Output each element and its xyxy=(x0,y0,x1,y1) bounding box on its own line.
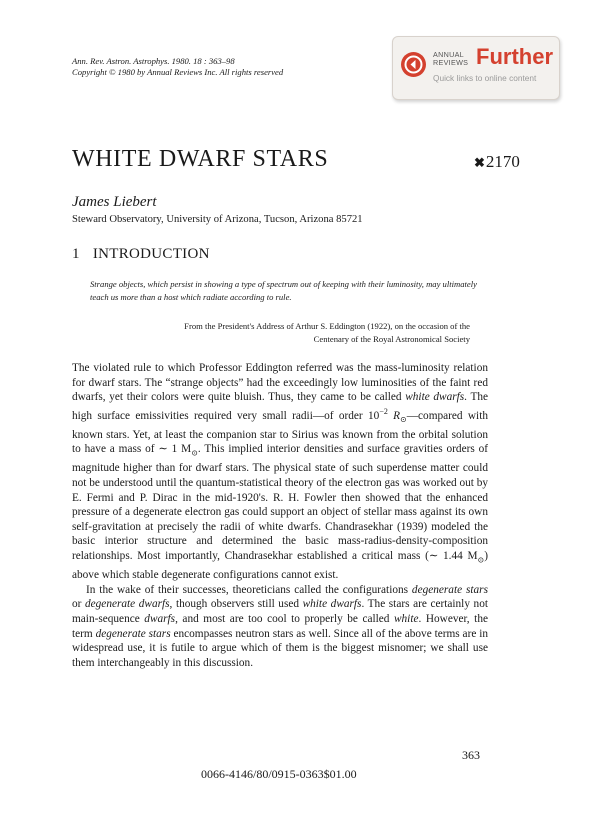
section-number: 1 xyxy=(72,246,80,262)
cross-mark-icon: ✖ xyxy=(474,155,485,170)
author-affiliation: Steward Observatory, University of Arizona, Tucson, Arizona 85721 xyxy=(72,214,363,225)
journal-citation: Ann. Rev. Astron. Astrophys. 1980. 18 : 363–98 xyxy=(72,56,235,66)
play-arrow-icon xyxy=(401,52,426,77)
article-number xyxy=(474,152,520,172)
paragraph-2: In the wake of their successes, theoreticians called the configurations degenerate stars or degenerate dwarfs, though observers still used white dwarfs. The stars are certainly not main-sequence dwarfs, and most are too cool to properly be called white. However, the term degenerate stars encompasses neutron stars as well. Since all of the above terms are in widespread use, it is futile to argue which of them is the biggest misnomer; we shall use them interchangeably in this discussion. xyxy=(72,583,488,669)
journal-header xyxy=(72,56,283,78)
section-heading xyxy=(72,246,210,263)
further-badge[interactable] xyxy=(392,36,560,100)
article-number-value: 2170 xyxy=(485,152,520,171)
epigraph-attribution: From the President's Address of Arthur S. Eddington (1922), on the occasion of the Centenary of the Royal Astronomical Society xyxy=(184,321,470,344)
article-title: WHITE DWARF STARS xyxy=(72,146,329,172)
author-name: James Liebert xyxy=(72,194,157,210)
body-text xyxy=(72,361,488,671)
paragraph-1: The violated rule to which Professor Eddington referred was the mass-luminosity relation for dwarf stars. The “strange objects” had the exceedingly low luminosities of the faint red dwarfs, yet their colors were quite bluish. Thus, they came to be called white dwarfs. The high surface emissivities required very small radii—of order $10^{-2}$ $R_⊙—compared$ with known stars. Yet, at least the companion star to Sirius was known from the orbital solution to have a mass of ∼ 1 $M_⊙$. This implied interior densities and surface gravities orders of magnitude higher than for dwarf stars. The physical state of such superdense matter could not be understood until the quantum-statistical theory of the electron gas was worked out by E. Fermi and P. Dirac in the mid-1920's. R. H. Fowler then showed that the enhanced pressure of a degenerate electron gas could support an object of stellar mass against its own self-gravitation at precisely the radii of white dwarfs. Chandrasekhar (1939) modeled the basic interior structure and determined the basic mass-radius-density-composition relationships. Most importantly, Chandrasekhar established a critical mass (∼ 1.44 $M_⊙$) above which stable degenerate configurations cannot exist. xyxy=(72,362,489,582)
quick-links-link[interactable]: Quick links to online content xyxy=(433,73,537,83)
section-title: INTRODUCTION xyxy=(92,246,210,262)
epigraph-quote: Strange objects, which persist in showing a type of spectrum out of keeping with their luminosity, may ultimately teach us more than a host which radiate according to rule. xyxy=(90,279,477,302)
copyright-notice: Copyright © 1980 by Annual Reviews Inc. All rights reserved xyxy=(72,67,284,77)
further-label: Further xyxy=(476,44,553,69)
article-code: 0066-4146/80/0915-0363$01.00 xyxy=(201,767,357,781)
page-number: 363 xyxy=(462,748,480,762)
annual-reviews-label: ANNUAL REVIEWS xyxy=(433,50,469,67)
